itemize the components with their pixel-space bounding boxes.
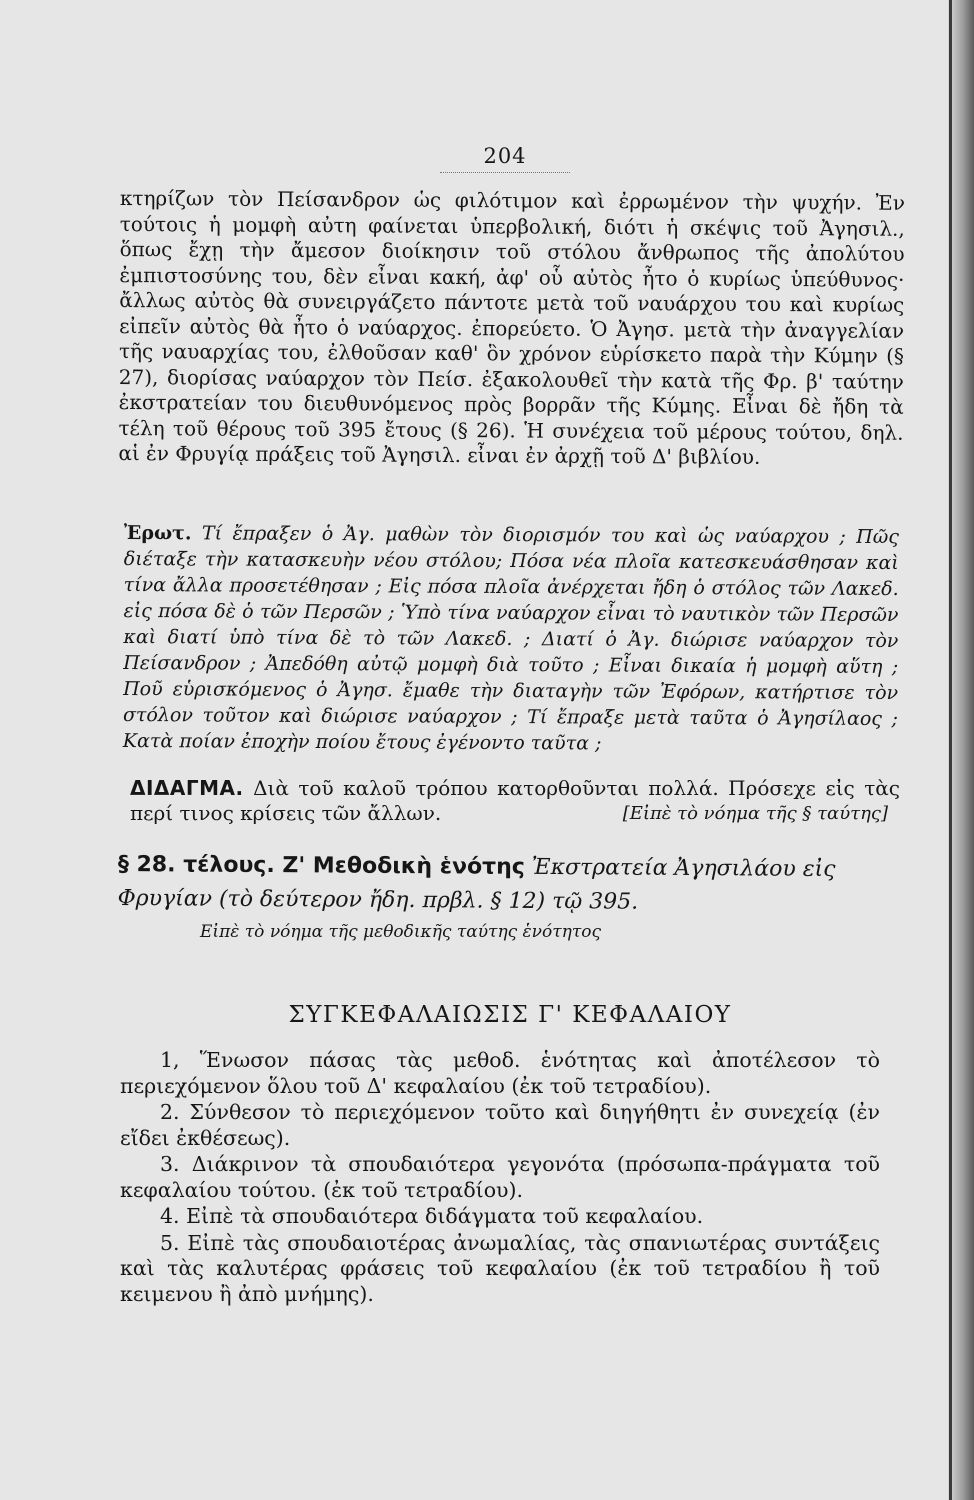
lesson-block [130,776,900,826]
lesson-label: ΔΙΔΑΓΜΑ. [130,776,244,800]
section-text: Ἐκστρατεία Ἀγησιλάου εἰς Φρυγίαν (τὸ δεύτερον ἤδη. πρβλ. § 12) τῷ 395. [117,854,836,915]
summary-list [120,1048,880,1308]
summary-item: 5. Εἰπὲ τὰς σπουδαιοτέρας ἀνωμαλίας, τὰς σπανιωτέρας συντάξεις καὶ τὰς καλυτέρας φράσεις τοῦ κεφαλαίου (ἐκ τοῦ τετραδίου ἢ τοῦ κειμενου ἢ ἀπὸ μνήμης). [120,1230,880,1306]
questions-block [123,520,899,758]
lesson-instruction: [Εἰπὲ τὸ νόημα τῆς § ταύτης] [622,803,888,824]
page-number-rule [440,172,570,173]
body-paragraph: κτηρίζων τὸν Πείσανδρον ὡς φιλότιμον καὶ ἐρρωμένον τὴν ψυχήν. Ἐν τούτοις ἡ μομφὴ αὐτη φαίνεται ὑπερβολική, διότι ἡ σκέψις τοῦ Ἀγησιλ., ὅπως ἔχῃ τὴν ἄμεσον διοίκησιν τοῦ στόλου ἄνθρωπος τῆς ἀπολύτου ἐμπιστοσύνης του, δὲν εἶναι κακή, ἀφ' οὗ αὐτὸς ἦτο ὁ κυρίως ὑπεύθυνος· ἄλλως αὐτὸς θὰ συνειργάζετο πάντοτε μετὰ τοῦ ναυάρχου του καὶ κυρίως εἰπεῖν αὐτὸς θὰ ἦτο ὁ ναύαρχος. ἐπορεύετο. Ὁ Ἀγησ. μετὰ τὴν ἀναγγελίαν τῆς ναυαρχίας του, ἐλθοῦσαν καθ' ὃν χρόνον εὑρίσκετο παρὰ τὴν Κύμην (§ 27), διορίσας ναύαρχον τὸν Πείσ. ἐξακολουθεῖ τὴν κατὰ τῆς Φρ. β' ταύτην ἐκστρατείαν του διευθυνόμενος πρὸς βορρᾶν τῆς Κύμης. Εἶναι δὲ ἤδη τὰ τέλη τοῦ θέρους τοῦ 395 ἔτους (§ 26). Ἡ συνέχεια τοῦ μέρους τούτου, δηλ. αἱ ἐν Φρυγίᾳ πράξεις τοῦ Ἀγησιλ. εἶναι ἐν ἀρχῇ τοῦ Δ' βιβλίου. [118,186,905,469]
summary-item: 2. Σύνθεσον τὸ περιεχόμενον τοῦτο καὶ διηγήθητι ἐν συνεχείᾳ (ἐν εἴδει ἐκθέσεως). [120,1100,880,1150]
summary-item: 3. Διάκρινον τὰ σπουδαιότερα γεγονότα (πρόσωπα-πράγματα τοῦ κεφαλαίου τούτου. (ἐκ τοῦ τετραδίου). [120,1152,880,1202]
page-number: 204 [483,144,527,168]
section-28 [118,848,878,921]
page-edge-line [949,0,952,1500]
section-heading: § 28. τέλους. Ζ' Μεθοδικὴ ἑνότης [117,851,525,880]
questions-label: Ἐρωτ. [123,522,192,545]
lesson-text: Διὰ τοῦ καλοῦ τρόπου κατορθοῦνται πολλά. Πρόσεχε εἰς τὰς περί τινος κρίσεις τῶν ἄλλων. [130,776,901,825]
summary-item: 4. Εἰπὲ τὰ σπουδαιότερα διδάγματα τοῦ κεφαλαίου. [160,1204,704,1228]
summary-item: 1, Ἕνωσον πάσας τὰς μεθοδ. ἑνότητας καὶ ἀποτέλεσον τὸ περιεχόμενον ὅλου τοῦ Δ' κεφαλαίου (ἐκ τοῦ τετραδίου). [120,1048,880,1098]
questions-text: Τί ἔπραξεν ὁ Ἀγ. μαθὼν τὸν διορισμόν του καὶ ὡς ναύαρχου ; Πῶς διέταξε τὴν κατασκευὴν νέου στόλου; Πόσα νέα πλοῖα κατεσκευάσθησαν καὶ τίνα ἄλλα προσετέθησαν ; Εἰς πόσα πλοῖα ἀνέρχεται ἤδη ὁ στόλος τῶν Λακεδ. εἰς πόσα δὲ ὁ τῶν Περσῶν ; Ὑπὸ τίνα ναύαρχον εἶναι τὸ ναυτικὸν τῶν Περσῶν καὶ διατί ὑπὸ τίνα δὲ τὸ τῶν Λακεδ. ; Διατί ὁ Ἀγ. διώρισε ναύαρχον τὸν Πείσανδρον ; Ἀπεδόθη αὐτῷ μομφὴ διὰ τοῦτο ; Εἶναι δικαία ἡ μομφὴ αὕτη ; Ποῦ εὑρισκόμενος ὁ Ἀγησ. ἔμαθε τὴν διαταγὴν τῶν Ἐφόρων, κατήρτισε τὸν στόλον τοῦτον καὶ διώρισε ναύαρχον ; Τί ἔπραξε μετὰ ταῦτα ὁ Ἀγησίλαος ; Κατὰ ποίαν ἐποχὴν ποίου ἔτους ἐγένοντο ταῦτα ; [122,522,899,755]
summary-title: ΣΥΓΚΕΦΑΛΑΙΩΣΙΣ Γ' ΚΕΦΑΛΑΙΟΥ [288,1002,732,1028]
section-subnote: Εἰπὲ τὸ νόημα τῆς μεθοδικῆς ταύτης ἑνότητος [200,922,601,942]
